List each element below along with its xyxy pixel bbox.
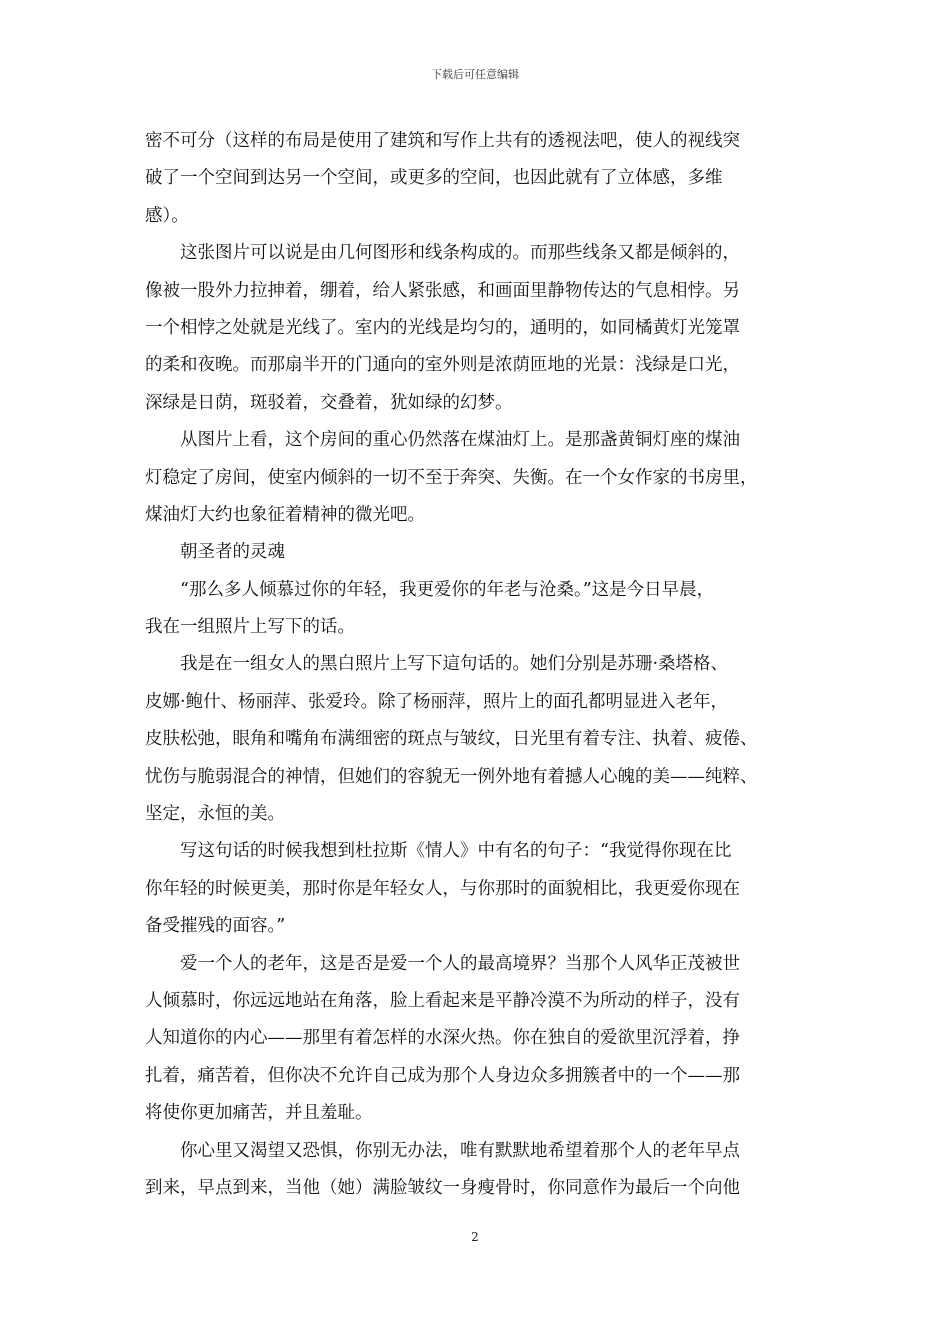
text-line: 忧伤与脆弱混合的神情，但她们的容貌无一例外地有着撼人心魄的美——纯粹、 bbox=[145, 766, 758, 787]
paragraph-start-line: 你心里又渴望又恐惧，你别无办法，唯有默默地希望着那个人的老年早点 bbox=[180, 1140, 740, 1161]
text-line: 像被一股外力拉抻着，绷着，给人紧张感，和画面里静物传达的气息相悖。另 bbox=[145, 280, 740, 301]
text-line: 到来，早点到来，当他（她）满脸皱纹一身瘦骨时，你同意作为最后一个向他 bbox=[145, 1177, 740, 1198]
text-line: 将使你更加痛苦，并且羞耻。 bbox=[145, 1103, 373, 1124]
text-line: 深绿是日荫，斑驳着，交叠着，犹如绿的幻梦。 bbox=[145, 392, 513, 413]
text-line: 的柔和夜晚。而那扇半开的门通向的室外则是浓荫匝地的光景：浅绿是口光， bbox=[145, 355, 740, 376]
paragraph-start-line: 我是在一组女人的黑白照片上写下這句话的。她们分别是苏珊·桑塔格、 bbox=[180, 654, 729, 675]
text-line: 皮娜·鲍什、杨丽萍、张爱玲。除了杨丽萍，照片上的面孔都明显进入老年， bbox=[145, 691, 729, 712]
text-line: 灯稳定了房间，使室内倾斜的一切不至于奔突、失衡。在一个女作家的书房里， bbox=[145, 467, 758, 488]
paragraph-start-line: 这张图片可以说是由几何图形和线条构成的。而那些线条又都是倾斜的， bbox=[180, 243, 740, 264]
section-heading: 朝圣者的灵魂 bbox=[180, 542, 285, 563]
paragraph-start-line: 写这句话的时候我想到杜拉斯《情人》中有名的句子：“我觉得你现在比 bbox=[180, 841, 732, 862]
text-line: 人倾慕时，你远远地站在角落，脸上看起来是平静冷漠不为所动的样子，没有 bbox=[145, 990, 740, 1011]
paragraph-start-line: 从图片上看，这个房间的重心仍然落在煤油灯上。是那盏黄铜灯座的煤油 bbox=[180, 430, 740, 451]
text-line: 感）。 bbox=[145, 205, 189, 226]
text-line: 密不可分（这样的布局是使用了建筑和写作上共有的透视法吧，使人的视线突 bbox=[145, 131, 740, 151]
text-line: 一个相悖之处就是光线了。室内的光线是均匀的，通明的，如同橘黄灯光笼罩 bbox=[145, 317, 740, 338]
text-line: 破了一个空间到达另一个空间，或更多的空间，也因此就有了立体感，多维 bbox=[145, 168, 723, 189]
paragraph-start-line: “那么多人倾慕过你的年轻，我更爱你的年老与沧桑。”这是今日早晨， bbox=[180, 579, 715, 600]
text-line: 煤油灯大约也象征着精神的微光吧。 bbox=[145, 504, 425, 525]
text-line: 你年轻的时候更美，那时你是年轻女人，与你那时的面貌相比，我更爱你现在 bbox=[145, 878, 740, 899]
page-number: 2 bbox=[471, 1230, 479, 1244]
text-line: 皮肤松弛，眼角和嘴角布满细密的斑点与皱纹，日光里有着专注、执着、疲倦、 bbox=[145, 729, 758, 750]
text-line: 人知道你的内心——那里有着怎样的水深火热。你在独自的爱欲里沉浮着，挣 bbox=[145, 1028, 740, 1049]
text-line: 备受摧残的面容。” bbox=[145, 916, 286, 937]
text-line: 坚定，永恒的美。 bbox=[145, 804, 285, 825]
paragraph-start-line: 爱一个人的老年，这是否是爱一个人的最高境界？当那个人风华正茂被世 bbox=[180, 953, 740, 974]
text-line: 我在一组照片上写下的话。 bbox=[145, 617, 355, 638]
document-body bbox=[145, 123, 811, 1207]
text-line: 扎着，痛苦着，但你决不允许自己成为那个人身边众多拥簇者中的一个——那 bbox=[145, 1065, 740, 1086]
page-header: 下载后可任意编辑 bbox=[431, 68, 519, 81]
